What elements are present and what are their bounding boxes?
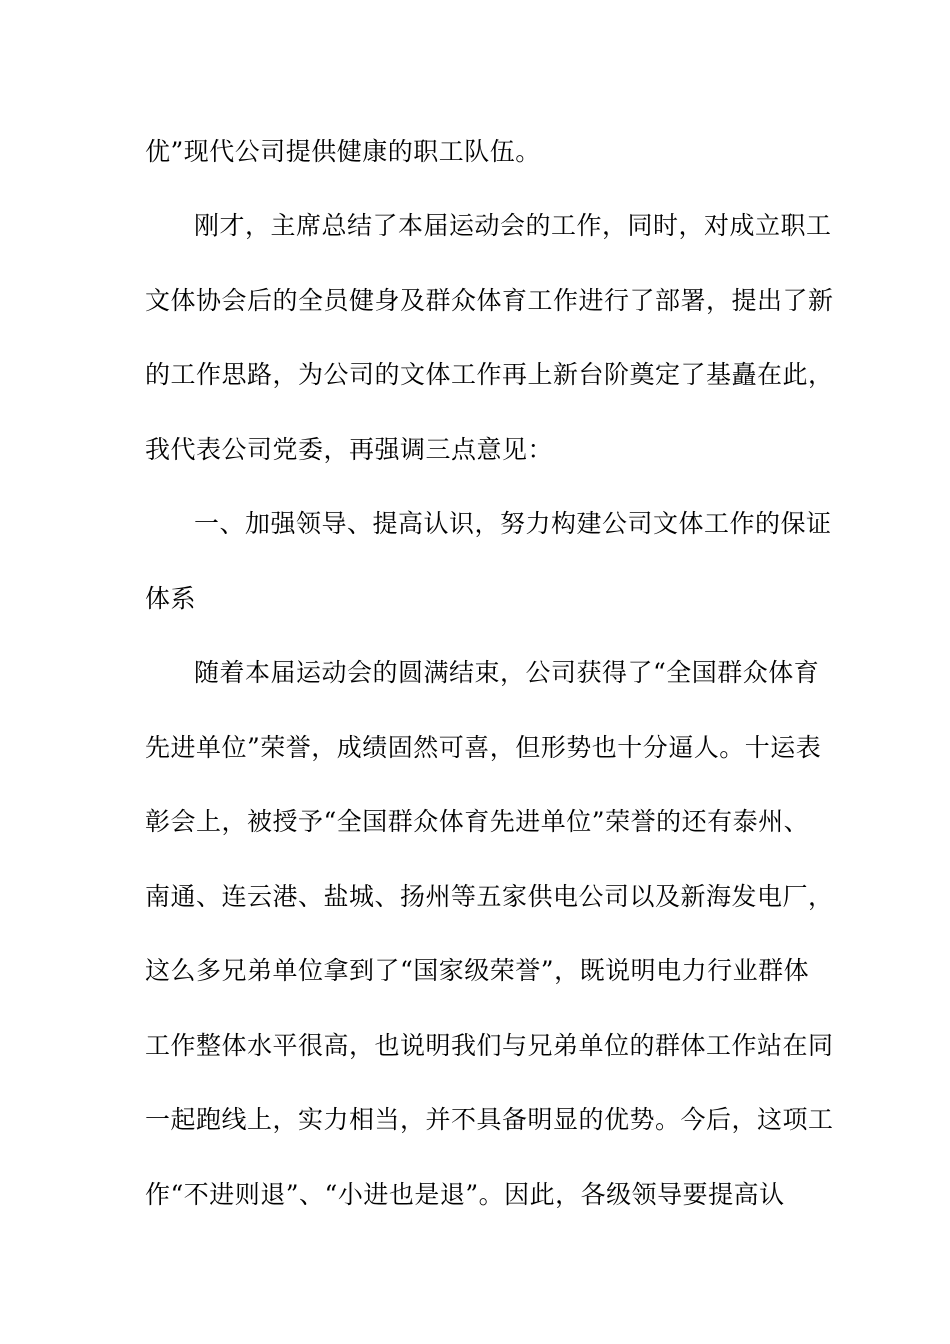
- text-line: 一起跑线上，实力相当，并不具备明显的优势。今后，这项工: [145, 1105, 834, 1134]
- text-line: 彰会上，被授予“全国群众体育先进单位”荣誉的还有泰州、: [145, 807, 810, 836]
- text-line: 南通、连云港、盐城、扬州等五家供电公司以及新海发电厂，: [145, 882, 834, 911]
- text-line: 作“不进则退”、“小进也是退”。因此，各级领导要提高认: [145, 1180, 785, 1209]
- text-line: 先进单位”荣誉，成绩固然可喜，但形势也十分逼人。十运表: [145, 733, 822, 762]
- section-heading-line: 一、加强领导、提高认识，努力构建公司文体工作的保证: [194, 509, 832, 538]
- text-line: 文体协会后的全员健身及群众体育工作进行了部署，提出了新: [145, 286, 834, 315]
- text-line: 优”现代公司提供健康的职工队伍。: [145, 137, 541, 166]
- text-line: 这么多兄弟单位拿到了“国家级荣誉”，既说明电力行业群体: [145, 956, 810, 985]
- text-line: 刚才，主席总结了本届运动会的工作，同时，对成立职工: [194, 211, 832, 240]
- text-line: 工作整体水平很高，也说明我们与兄弟单位的群体工作站在同: [145, 1031, 834, 1060]
- text-line: 我代表公司党委，再强调三点意见：: [145, 435, 554, 464]
- text-line: 随着本届运动会的圆满结束，公司获得了“全国群众体育: [194, 658, 820, 687]
- section-heading-line: 体系: [145, 584, 197, 613]
- text-line: 的工作思路，为公司的文体工作再上新台阶奠定了基矗在此，: [145, 360, 834, 389]
